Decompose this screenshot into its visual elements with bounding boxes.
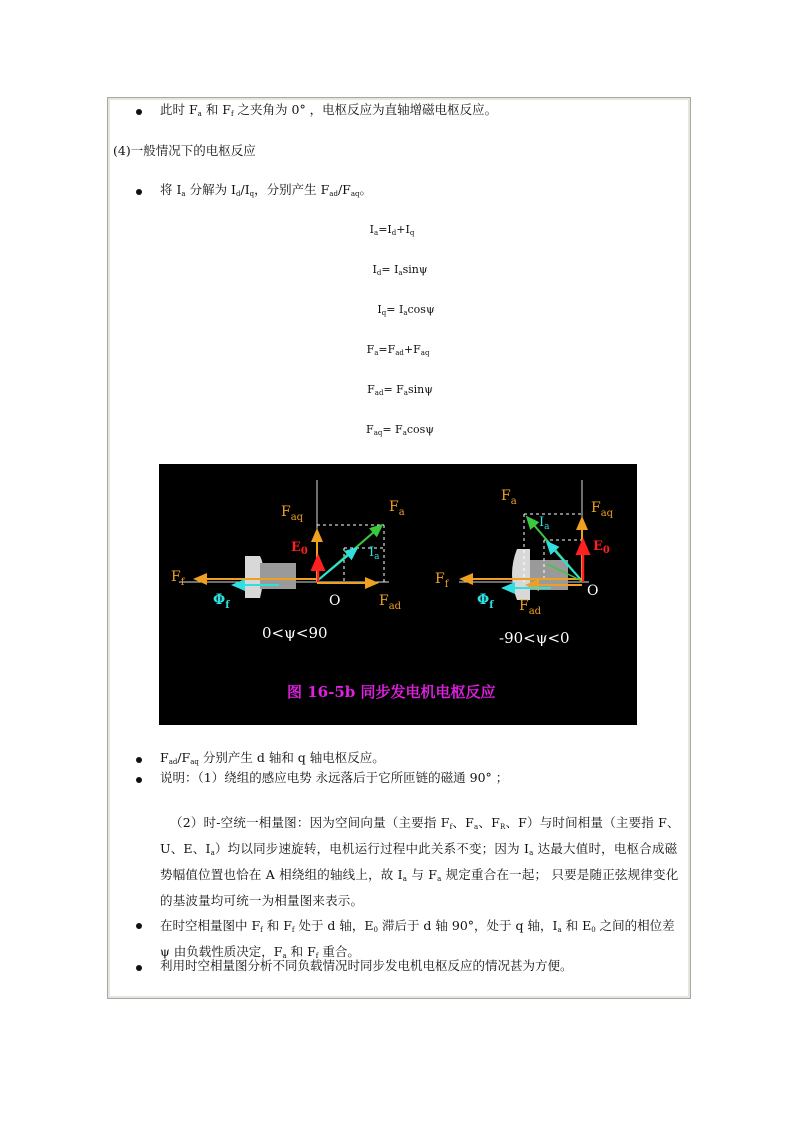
bullet-decompose: 将 $I_a$ 分解为 $I_d/I_q$，分别产生 $F_{ad}/F_{aq}$。 (160, 182, 372, 198)
label-ff: $F_f$ (171, 569, 185, 588)
bullet-phasor-diagram: 在时空相量图中 $F_f$ 和 $F_f$ 处于 d 轴，$E_0$ 滞后于 d 轴 90°，处于 q 轴，$I_a$ 和 $E_0$ 之间的相位差 ψ 由负载性质决定，$F_a$ 和 $F_f$ 重合。 (160, 918, 675, 960)
figure-caption: 图 16-5b 同步发电机电枢反应 (287, 683, 496, 701)
label-fad: $F_{ad}$ (519, 598, 542, 617)
equation-fad: $F_{ad}= F_a\sin\psi$ (367, 383, 433, 397)
equation-ia: $I_a=I_d+I_q$ (369, 223, 415, 237)
bullet-dq-reaction: $F_{ad}/F_{aq}$ 分别产生 d 轴和 q 轴电枢反应。 (160, 750, 385, 766)
bullet-explanation: 说明：（1）绕组的感应电势 永远落后于它所匝链的磁通 90° ； (160, 770, 509, 785)
label-e0: $E_0$ (291, 540, 308, 557)
space-time-paragraph: （2）时-空统一相量图：因为空间向量（主要指 $F_f$、$F_a$、$F_R$、F）与时间相量（主要指 F、U、E、$I_a$）均以同步速旋转，电机运行过程中此关系不变；因为 $I_a$ 达最大值时，电枢合成磁势幅值位置也恰在 A 相绕组的轴线上，故 $I_a$ 与 $F_a$ 规定重合在一起； 只要是随正弦规律变化的基波量均可统一为相量图来表示。 (160, 815, 680, 908)
equation-faq: $F_{aq}= F_a\cos\psi$ (366, 423, 434, 437)
ia-vector (317, 548, 357, 581)
bullet-dot (136, 923, 144, 931)
label-fad: $F_{ad}$ (379, 593, 402, 612)
bullet-dot (136, 757, 144, 765)
label-ia: $I_a$ (539, 515, 550, 532)
label-ff: $F_f$ (435, 571, 449, 590)
equation-iq: $I_q= I_a\cos\psi$ (377, 303, 435, 317)
label-fa: $F_a$ (389, 499, 405, 518)
right-diagram (435, 480, 614, 647)
label-phi-f: $\Phi_f$ (477, 592, 494, 611)
label-phi-f: $\Phi_f$ (213, 592, 230, 611)
left-range-label: 0<ψ<90 (262, 624, 328, 642)
right-range-label: -90<ψ<0 (499, 629, 570, 647)
rotor-pole (512, 549, 530, 600)
equation-fa: $F_a=F_{ad}+F_{aq}$ (366, 343, 430, 357)
label-origin: O (587, 583, 599, 599)
label-faq: $F_{aq}$ (591, 500, 614, 519)
left-diagram (171, 480, 405, 642)
phasor-diagram (159, 464, 637, 725)
bullet-dot (136, 777, 144, 785)
bullet-usage: 利用时空相量图分析不同负载情况时同步发电机电枢反应的情况甚为方便。 (160, 958, 573, 973)
label-fa: $F_a$ (501, 488, 517, 507)
bullet-dot (136, 109, 144, 117)
label-origin: O (329, 593, 341, 609)
armature-reaction-figure (159, 464, 637, 725)
section-heading: (4)一般情况下的电枢反应 (113, 143, 256, 158)
equation-id: $I_d= I_a\sin\psi$ (372, 263, 428, 277)
bullet-in-phase: 此时 $F_a$ 和 $F_f$ 之夹角为 0° ，电枢反应为直轴增磁电枢反应。 (160, 102, 498, 118)
label-faq: $F_{aq}$ (281, 504, 304, 523)
label-ia: $I_a$ (369, 545, 380, 562)
bullet-dot (136, 189, 144, 197)
label-e0: $E_0$ (593, 539, 610, 556)
bullet-dot (136, 965, 144, 973)
